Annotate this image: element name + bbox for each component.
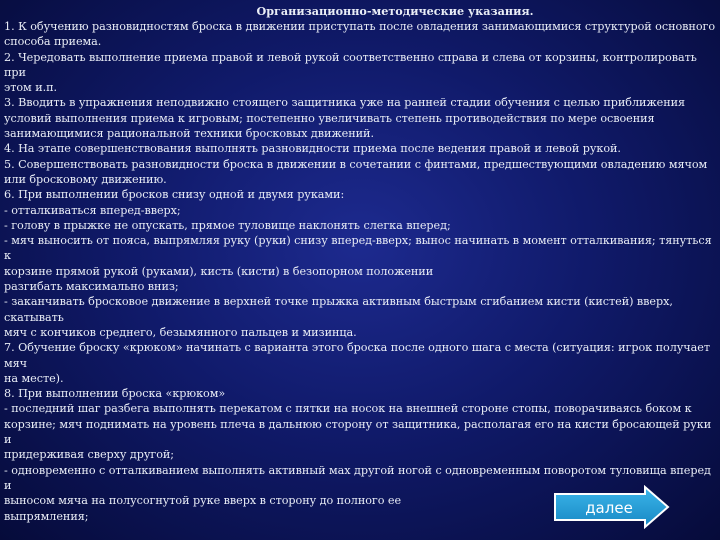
- text-line: занимающимися рациональной техники бросковых движений.: [4, 127, 374, 141]
- text-line: выносом мяча на полусогнутой руке вверх в сторону до полного ее: [4, 494, 402, 508]
- next-button-label: далее: [585, 499, 633, 517]
- text-line: 6. При выполнении бросков снизу одной и двумя руками:: [4, 188, 345, 202]
- text-line: 4. На этапе совершенствования выполнять разновидности приема после ведения правой и левой рукой.: [4, 142, 621, 156]
- text-line: - последний шаг разбега выполнять перекатом с пятки на носок на внешней стороне стопы, поворачиваясь боком к: [4, 402, 692, 416]
- text-line: корзине прямой рукой (руками), кисть (кисти) в безопорном положении: [4, 264, 434, 278]
- slide-title: Организационно-методические указания.: [256, 4, 534, 18]
- text-line: этом и.п.: [4, 81, 58, 95]
- instructions-list: [4, 19, 716, 524]
- text-line: придерживая сверху другой;: [4, 448, 175, 462]
- next-button[interactable]: [553, 485, 671, 529]
- text-line: 2. Чередовать выполнение приема правой и левой рукой соответственно справа и слева от корзины, контролировать при: [4, 50, 697, 79]
- text-line: 5. Совершенствовать разновидности броска в движении в сочетании с финтами, предшествующими овладению мячом: [4, 157, 708, 171]
- text-line: 1. К обучению разновидностям броска в движении приступать после овладения занимающимися структурой основного: [4, 20, 716, 33]
- text-line: разгибать максимально вниз;: [4, 280, 179, 294]
- text-line: мяч с кончиков среднего, безымянного пальцев и мизинца.: [4, 325, 357, 339]
- slide-content: [4, 4, 716, 524]
- text-line: 7. Обучение броску «крюком» начинать с варианта этого броска после одного шага с места (ситуация: игрок получает мяч: [4, 341, 710, 370]
- text-line: - заканчивать бросковое движение в верхней точке прыжка активным быстрым сгибанием кисти (кистей) вверх, скатывать: [4, 295, 673, 324]
- text-line: - одновременно с отталкиванием выполнять активный мах другой ногой с одновременным поворотом туловища вперед и: [4, 463, 711, 492]
- text-line: - отталкиваться вперед-вверх;: [4, 203, 181, 217]
- text-line: условий выполнения приема к игровым; постепенно увеличивать степень противодействия по мере освоения: [4, 111, 655, 125]
- text-line: способа приема.: [4, 35, 102, 49]
- text-line: 8. При выполнении броска «крюком»: [4, 387, 226, 401]
- text-line: на месте).: [4, 371, 64, 385]
- text-line: - голову в прыжке не опускать, прямое туловище наклонять слегка вперед;: [4, 218, 451, 232]
- text-line: - мяч выносить от пояса, выпрямляя руку (руки) снизу вперед-вверх; вынос начинать в момент отталкивания; тянуться к: [4, 234, 712, 263]
- text-line: или бросковому движению.: [4, 172, 167, 186]
- text-line: корзине; мяч поднимать на уровень плеча в дальнюю сторону от защитника, располагая его на кисти бросающей руки и: [4, 417, 712, 447]
- text-line: 3. Вводить в упражнения неподвижно стоящего защитника уже на ранней стадии обучения с целью приближения: [4, 96, 686, 110]
- text-line: выпрямления;: [4, 509, 89, 523]
